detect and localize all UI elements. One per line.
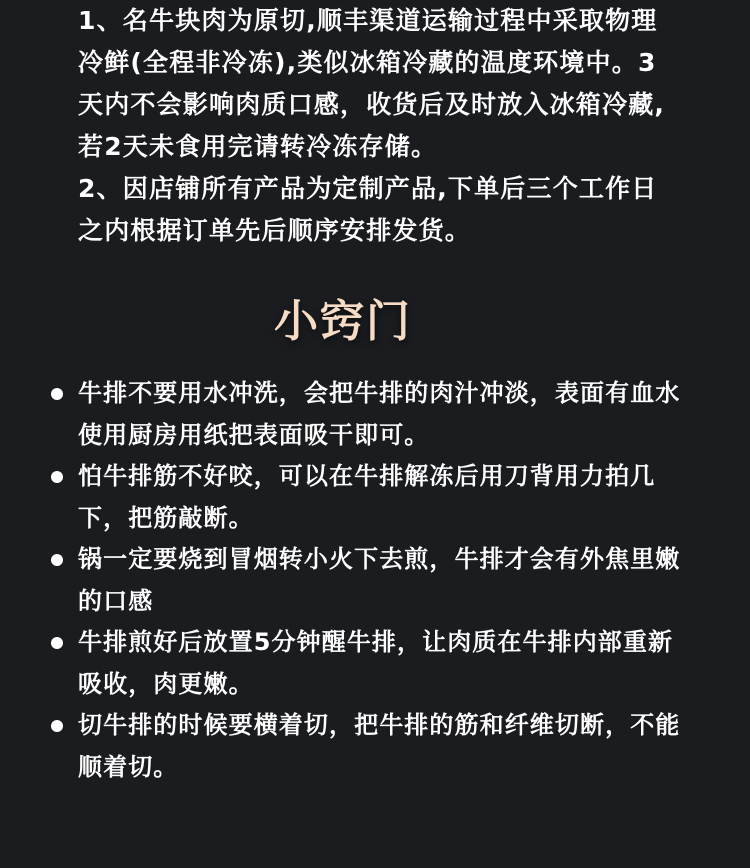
notice-paragraph-2: 2、因店铺所有产品为定制产品,下单后三个工作日之内根据订单先后顺序安排发货。 [78, 174, 658, 245]
tip-text: 牛排煎好后放置5分钟醒牛排，让肉质在牛排内部重新吸收，肉更嫩。 [78, 628, 674, 698]
bullet-dot-icon [51, 471, 63, 483]
bullet-dot-icon [51, 554, 63, 566]
notice-paragraph-1: 1、名牛块肉为原切,顺丰渠道运输过程中采取物理冷鲜(全程非冷冻),类似冰箱冷藏的温度环境中。3天内不会影响肉质口感，收货后及时放入冰箱冷藏,若2天未食用完请转冷冻存储。 [78, 6, 666, 161]
list-item [48, 705, 688, 788]
tips-list [48, 373, 688, 788]
tip-text: 锅一定要烧到冒烟转小火下去煎，牛排才会有外焦里嫩的口感 [78, 545, 681, 615]
tip-text: 牛排不要用水冲洗，会把牛排的肉汁冲淡，表面有血水使用厨房用纸把表面吸干即可。 [78, 379, 681, 449]
list-item [48, 622, 688, 705]
section-title: 小窍门 [274, 296, 412, 347]
bullet-dot-icon [51, 720, 63, 732]
bullet-dot-icon [51, 388, 63, 400]
tip-text: 切牛排的时候要横着切，把牛排的筋和纤维切断，不能顺着切。 [78, 711, 681, 781]
tip-text: 怕牛排筋不好咬，可以在牛排解冻后用刀背用力拍几下，把筋敲断。 [78, 462, 656, 532]
list-item [48, 373, 688, 456]
bullet-dot-icon [51, 637, 63, 649]
shipping-notice [78, 0, 678, 252]
list-item [48, 539, 688, 622]
list-item [48, 456, 688, 539]
